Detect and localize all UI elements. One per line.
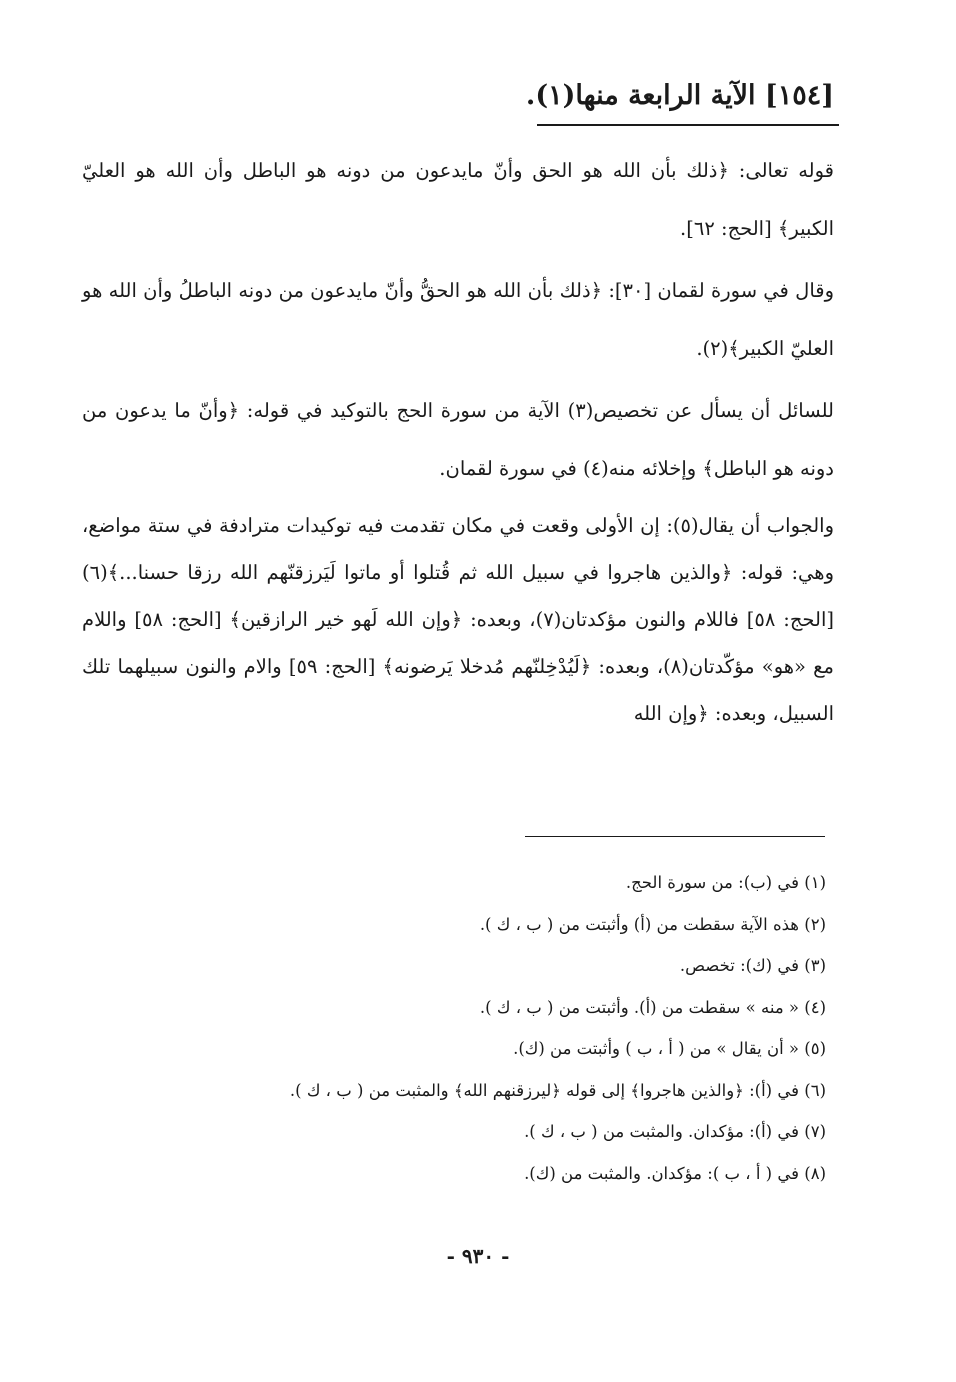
footnote-divider (525, 836, 825, 837)
footnote: (١) في (ب): من سورة الحج. (625, 873, 826, 892)
paragraph: للسائل أن يسأل عن تخصيص(٣) الآية من سورة الحج بالتوكيد في قوله: ﴿وأنّ ما يدعون من دونه هو الباطل﴾ وإخلائه منه(٤) في سورة لقمان. (82, 399, 834, 480)
section-heading: [١٥٤] الآية الرابعة منها(١). (525, 80, 834, 111)
footnote: (٦) في (أ): ﴿والذين هاجروا﴾ إلى قوله ﴿ليرزقنهم الله﴾ والمثبت من ( ب ، ك ). (289, 1080, 826, 1100)
footnote: (٢) هذه الآية سقطت من (أ) وأثبتت من ( ب ، ك ). (479, 914, 826, 934)
footnote: (٥) « أن يقال » من ( أ ، ب ) وأثبتت من (ك). (513, 1039, 826, 1058)
footnote: (٣) في (ك): تخصص. (679, 956, 826, 975)
footnote: (٤) « منه » سقطت من (أ). وأثبتت من ( ب ، ك ). (479, 997, 826, 1017)
paragraph: قوله تعالى: ﴿ذلك بأن الله هو الحق وأنّ مايدعون من دونه هو الباطل وأن الله هو العليّ الكبير﴾ [الحج: ٦٢]. (82, 159, 834, 240)
main-text (82, 142, 834, 741)
heading-underline (537, 124, 839, 126)
footnote: (٨) في ( أ ، ب ): مؤكدان. والمثبت من (ك). (524, 1163, 826, 1183)
footnotes (166, 862, 826, 1194)
paragraph: والجواب أن يقال(٥): إن الأولى وقعت في مكان تقدمت فيه توكيدات مترادفة في ستة مواضع، وهي: قوله: ﴿والذين هاجروا في سبيل الله ثم قُتلوا أو ماتوا لَيَرزقنّهم الله رزقا حسنا...﴾(٦) [الحج: ٥٨] فاللام والنون مؤكدتان(٧)، وبعده: ﴿وإن الله لَهو خير الرازقين﴾ [الحج: ٥٨] واللام مع «هو» مؤكّدتان(٨)، وبعده: ﴿لَيُدْخِلنّهم مُدخلا يَرضونه﴾ [الحج: ٥٩] والام والنون سبيلهما تلك السبيل، وبعده: ﴿وإن الله (82, 514, 835, 725)
paragraph: وقال في سورة لقمان [٣٠]: ﴿ذلك بأن الله هو الحقُّ وأنّ مايدعون من دونه الباطلُ وأن الله هو العليّ الكبير﴾(٢). (82, 279, 835, 360)
footnote: (٧) في (أ): مؤكدان. والمثبت من ( ب ، ك ). (524, 1122, 826, 1141)
page-number: - ٩٣٠ - (446, 1244, 510, 1268)
